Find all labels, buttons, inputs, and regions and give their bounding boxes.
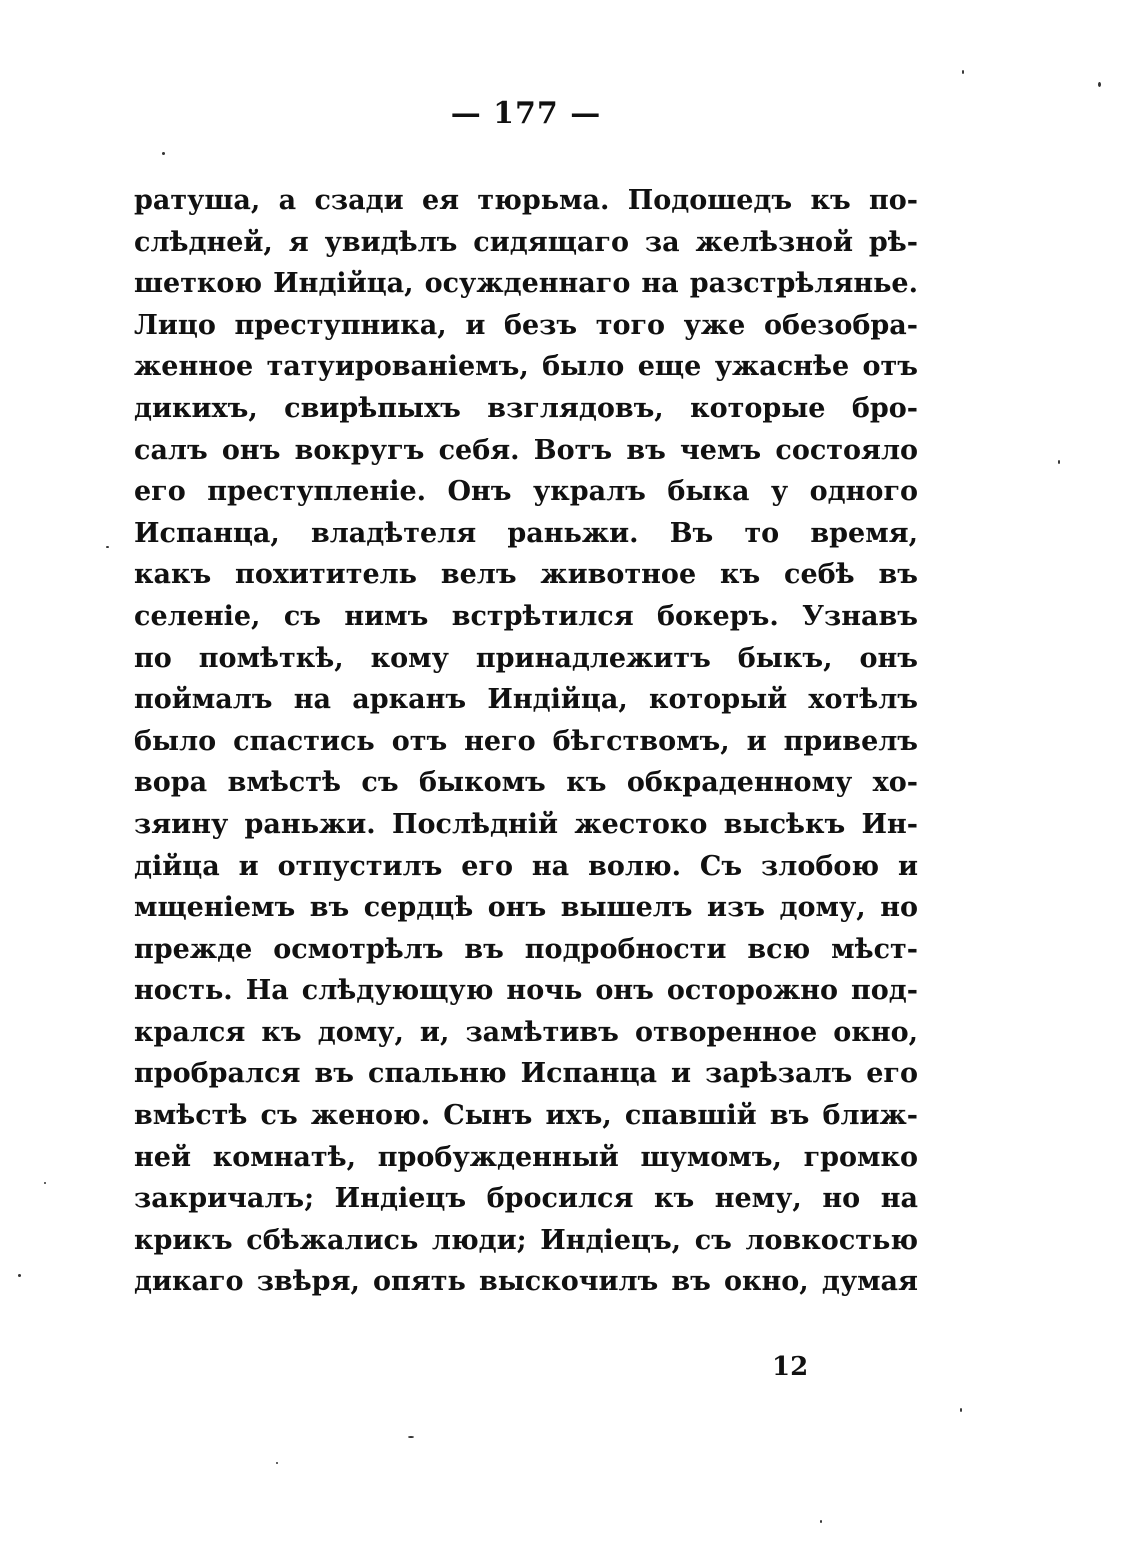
text-line: какъ похититель велъ животное къ себѣ въ [134, 559, 918, 591]
text-line: женное татуированіемъ, было еще ужаснѣе отъ [134, 351, 918, 383]
text-line: Лицо преступника, и безъ того уже обезобра- [134, 309, 918, 341]
text-line: пробрался въ спальню Испанца и зарѣзалъ его [134, 1058, 918, 1090]
text-line: вмѣстѣ съ женою. Сынъ ихъ, спавшій въ ближ- [134, 1100, 918, 1132]
text-line: закричалъ; Индіецъ бросился къ нему, но на [134, 1183, 918, 1215]
text-line: ратуша, а сзади ея тюрьма. Подошедъ къ по- [134, 185, 918, 216]
scan-speck [162, 152, 165, 155]
scan-speck [1098, 82, 1101, 87]
scan-speck [1058, 460, 1060, 464]
text-line: шеткою Индійца, осужденнаго на разстрѣлянье. [134, 268, 918, 300]
page-number: — 177 — [450, 96, 602, 131]
text-line: ней комнатѣ, пробужденный шумомъ, громко [134, 1141, 918, 1173]
text-line: было спастись отъ него бѣгствомъ, и привелъ [134, 725, 918, 757]
text-line: слѣдней, я увидѣлъ сидящаго за желѣзной рѣ- [134, 226, 918, 258]
scan-speck [44, 1182, 46, 1184]
text-line: крался къ дому, и, замѣтивъ отворенное окно, [134, 1016, 918, 1048]
scan-speck [962, 70, 964, 74]
text-line: ность. На слѣдующую ночь онъ осторожно под- [134, 975, 918, 1007]
text-line: поймалъ на арканъ Индійца, который хотѣлъ [134, 684, 918, 716]
text-line: его преступленіе. Онъ укралъ быка у одного [134, 476, 918, 508]
text-line: мщеніемъ въ сердцѣ онъ вышелъ изъ дому, но [134, 892, 918, 924]
scan-speck [276, 1462, 278, 1464]
body-text [134, 180, 918, 1303]
text-line: зяину раньжи. Послѣдній жестоко высѣкъ Ин- [134, 808, 918, 840]
text-line: дикаго звѣря, опять выскочилъ въ окно, думая [134, 1266, 918, 1298]
text-line: селеніе, съ нимъ встрѣтился бокеръ. Узнавъ [134, 600, 918, 632]
text-line: дикихъ, свирѣпыхъ взглядовъ, которые бро- [134, 392, 918, 424]
text-line: прежде осмотрѣлъ въ подробности всю мѣст- [134, 933, 918, 965]
signature-mark: 12 [772, 1352, 809, 1382]
text-line: вора вмѣстѣ съ быкомъ къ обкраденному хо- [134, 767, 918, 799]
scan-speck [408, 1436, 414, 1438]
text-line: дійца и отпустилъ его на волю. Съ злобою и [134, 850, 918, 882]
text-line: по помѣткѣ, кому принадлежитъ быкъ, онъ [134, 642, 918, 674]
scan-speck [960, 1408, 962, 1412]
text-line: крикъ сбѣжались люди; Индіецъ, съ ловкостью [134, 1224, 918, 1256]
text-line: салъ онъ вокругъ себя. Вотъ въ чемъ состояло [134, 434, 918, 466]
text-line: Испанца, владѣтеля раньжи. Въ то время, [134, 517, 918, 549]
scan-speck [820, 1520, 822, 1523]
scan-speck [106, 546, 109, 548]
scan-speck [18, 1274, 21, 1277]
